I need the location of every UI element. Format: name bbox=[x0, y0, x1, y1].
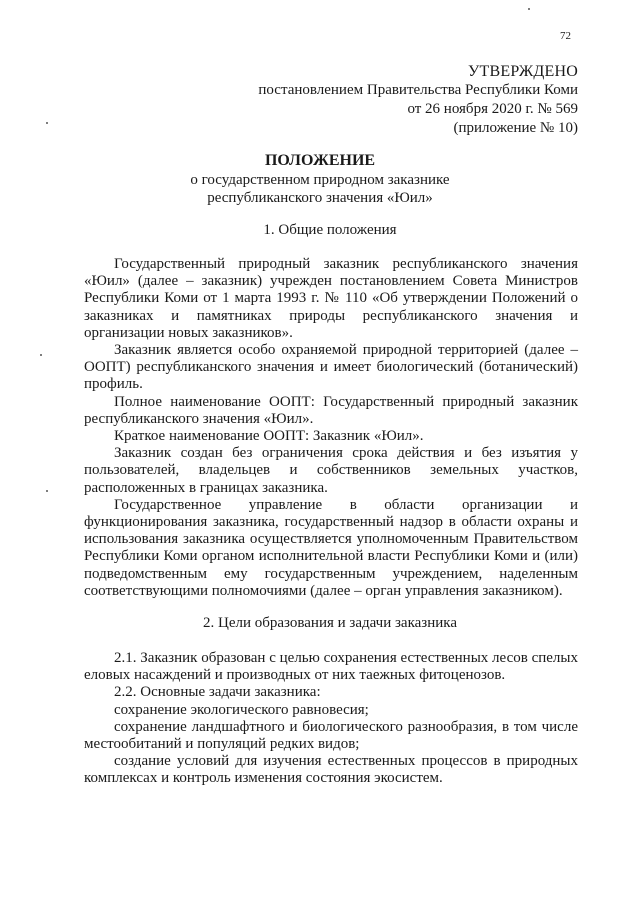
section-2-paragraph: 2.2. Основные задачи заказника: bbox=[114, 684, 321, 701]
document-subtitle-1: о государственном природном заказнике bbox=[190, 172, 450, 188]
section-1-paragraph: Государственное управление в области организации и функционирования заказника, государственный надзор в области охраны и использования заказника осуществляется уполномоченным Правительством Республики Коми органом исполнительной власти Республики Коми и (или) подведомственным ему государственным учреждением, наделенным соответствующими полномочиями (далее – орган управления заказником). bbox=[84, 496, 578, 599]
section-2-body bbox=[84, 650, 578, 788]
section-1-paragraph: Краткое наименование ООПТ: Заказник «Юил». bbox=[114, 428, 424, 445]
section-1-paragraph: Полное наименование ООПТ: Государственный природный заказник республиканского значения «Юил». bbox=[84, 393, 578, 427]
scan-speck bbox=[40, 354, 42, 356]
section-1-paragraph: Заказник является особо охраняемой природной территорией (далее – ООПТ) республиканского значения и имеет биологический (ботанический) профиль. bbox=[84, 342, 578, 393]
section-2-paragraph: 2.1. Заказник образован с целью сохранения естественных лесов спелых еловых насаждений и производных от них таежных фитоценозов. bbox=[84, 650, 578, 684]
section-1-paragraph: Государственный природный заказник республиканского значения «Юил» (далее – заказник) учрежден постановлением Совета Министров Республики Коми от 1 марта 1993 г. № 110 «Об утверждении Положений о заказниках и памятниках природы республиканского значения и организации новых заказников». bbox=[84, 256, 578, 341]
section-2-paragraph: создание условий для изучения естественных процессов в природных комплексах и контроль изменения состояния экосистем. bbox=[84, 753, 578, 787]
approval-line-3: (приложение № 10) bbox=[453, 120, 578, 136]
section-2-paragraph: сохранение ландшафтного и биологического разнообразия, в том числе местообитаний и популяций редких видов; bbox=[84, 718, 578, 753]
section-1-title: 1. Общие положения bbox=[263, 222, 397, 238]
scan-speck bbox=[46, 490, 48, 492]
document-subtitle-2: республиканского значения «Юил» bbox=[207, 190, 433, 206]
section-1-paragraph: Заказник создан без ограничения срока действия и без изъятия у пользователей, владельцев и собственников земельных участков, расположенных в границах заказника. bbox=[84, 445, 578, 496]
approval-title: УТВЕРЖДЕНО bbox=[467, 63, 578, 80]
page-number: 72 bbox=[560, 30, 571, 42]
section-2-title: 2. Цели образования и задачи заказника bbox=[203, 615, 457, 631]
scan-speck bbox=[46, 122, 48, 124]
section-1-body bbox=[84, 256, 578, 600]
approval-block bbox=[258, 62, 578, 138]
scan-speck bbox=[528, 8, 530, 10]
approval-line-2: от 26 ноября 2020 г. № 569 bbox=[407, 101, 578, 117]
section-2-paragraph: сохранение экологического равновесия; bbox=[114, 701, 369, 718]
document-title: ПОЛОЖЕНИЕ bbox=[264, 152, 376, 169]
approval-line-1: постановлением Правительства Республики Коми bbox=[258, 82, 578, 98]
